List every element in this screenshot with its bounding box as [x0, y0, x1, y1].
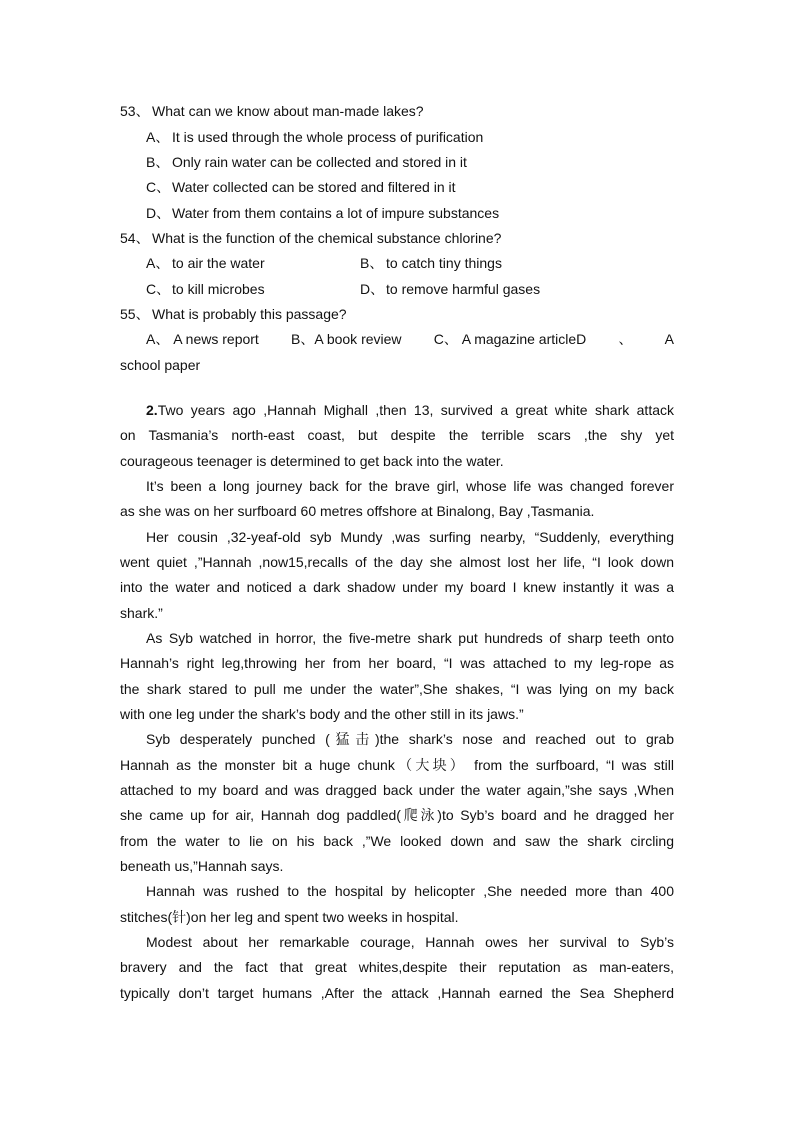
passage-text: Two years ago ,Hannah Mighall ,then 13, survived a great white shark attack [157, 402, 674, 418]
passage-line: Syb desperately punched (猛击)the shark’s nose and reached out to grab [146, 731, 674, 747]
option-55-separator: 、 [618, 331, 633, 347]
question-number: 54、 [120, 230, 150, 246]
option-label: D、 [146, 205, 171, 221]
passage-line: Her cousin ,32-yeaf-old syb Mundy ,was surfing nearby, “Suddenly, everything [146, 529, 674, 545]
option-55-d: A [664, 331, 674, 347]
passage-line: attached to my board and was dragged back under the water again,”she says ,When [120, 782, 674, 798]
question-text: What is probably this passage? [152, 306, 347, 322]
passage-line: on Tasmania’s north-east coast, but despite the terrible scars ,the shy yet [120, 427, 674, 443]
passage-line: stitches(针)on her leg and spent two weeks in hospital. [120, 909, 459, 925]
option-text: to air the water [172, 255, 265, 271]
option-53-a [146, 128, 700, 146]
option-label: C、 [146, 281, 171, 297]
option-53-b [146, 153, 700, 171]
passage-line: beneath us,”Hannah says. [120, 858, 284, 874]
passage-line: as she was on her surfboard 60 metres offshore at Binalong, Bay ,Tasmania. [120, 503, 595, 519]
option-label: A、 [146, 129, 170, 145]
passage-line: went quiet ,”Hannah ,now15,recalls of the day she almost lost her life, “I look down [120, 554, 674, 570]
passage-line: she came up for air, Hannah dog paddled(爬泳)to Syb’s board and he dragged her [120, 807, 674, 823]
option-55-b: B、A book review [291, 331, 402, 347]
passage-line: Hannah was rushed to the hospital by helicopter ,She needed more than 400 [146, 883, 674, 899]
option-label: B、 [146, 154, 170, 170]
option-54-d [360, 280, 540, 298]
question-text: What can we know about man-made lakes? [152, 103, 424, 119]
passage-line: into the water and noticed a dark shadow under my board I knew instantly it was a [120, 579, 674, 595]
option-label: A、 [146, 255, 170, 271]
question-53 [120, 102, 674, 120]
option-text: to catch tiny things [386, 255, 502, 271]
question-number: 55、 [120, 306, 150, 322]
question-54 [120, 229, 674, 247]
question-55 [120, 305, 674, 323]
option-label: B、 [360, 255, 384, 271]
question-text: What is the function of the chemical substance chlorine? [152, 230, 502, 246]
passage-line: from the water to lie on his back ,”We looked down and saw the shark circling [120, 833, 674, 849]
option-text: Water collected can be stored and filtered in it [172, 179, 456, 195]
option-54-b [360, 254, 502, 272]
option-text: to kill microbes [172, 281, 265, 297]
option-label: C、 [146, 179, 171, 195]
option-53-c [146, 178, 700, 196]
passage-line: Hannah as the monster bit a huge chunk（大块） from the surfboard, “I was still [120, 757, 674, 773]
options-55 [146, 330, 674, 348]
passage-line: shark.” [120, 605, 163, 621]
option-text: to remove harmful gases [386, 281, 541, 297]
passage-line: bravery and the fact that great whites,despite their reputation as man-eaters, [120, 959, 674, 975]
passage-number: 2. [146, 402, 158, 418]
passage-line: As Syb watched in horror, the five-metre shark put hundreds of sharp teeth onto [146, 630, 674, 646]
passage-line: Hannah’s right leg,throwing her from her board, “I was attached to my leg-rope as [120, 655, 674, 671]
question-number: 53、 [120, 103, 150, 119]
option-55-a: A、 A news report [146, 331, 259, 347]
passage-line: with one leg under the shark’s body and the other still in its jaws.” [120, 706, 524, 722]
option-label: D、 [360, 281, 385, 297]
passage-line: courageous teenager is determined to get back into the water. [120, 453, 504, 469]
passage-line: the shark stared to pull me under the water”,She shakes, “I was lying on my back [120, 681, 674, 697]
option-text: Only rain water can be collected and stored in it [172, 154, 467, 170]
option-53-d [146, 204, 700, 222]
passage-line: typically don’t target humans ,After the attack ,Hannah earned the Sea Shepherd [120, 985, 674, 1001]
option-55-wrap: school paper [120, 357, 201, 373]
option-text: Water from them contains a lot of impure substances [172, 205, 500, 221]
passage-line [146, 401, 674, 419]
option-text: It is used through the whole process of purification [172, 129, 484, 145]
passage-line: Modest about her remarkable courage, Hannah owes her survival to Syb’s [146, 934, 674, 950]
option-55-c: C、 A magazine articleD [433, 331, 587, 347]
passage-line: It’s been a long journey back for the brave girl, whose life was changed forever [146, 478, 674, 494]
